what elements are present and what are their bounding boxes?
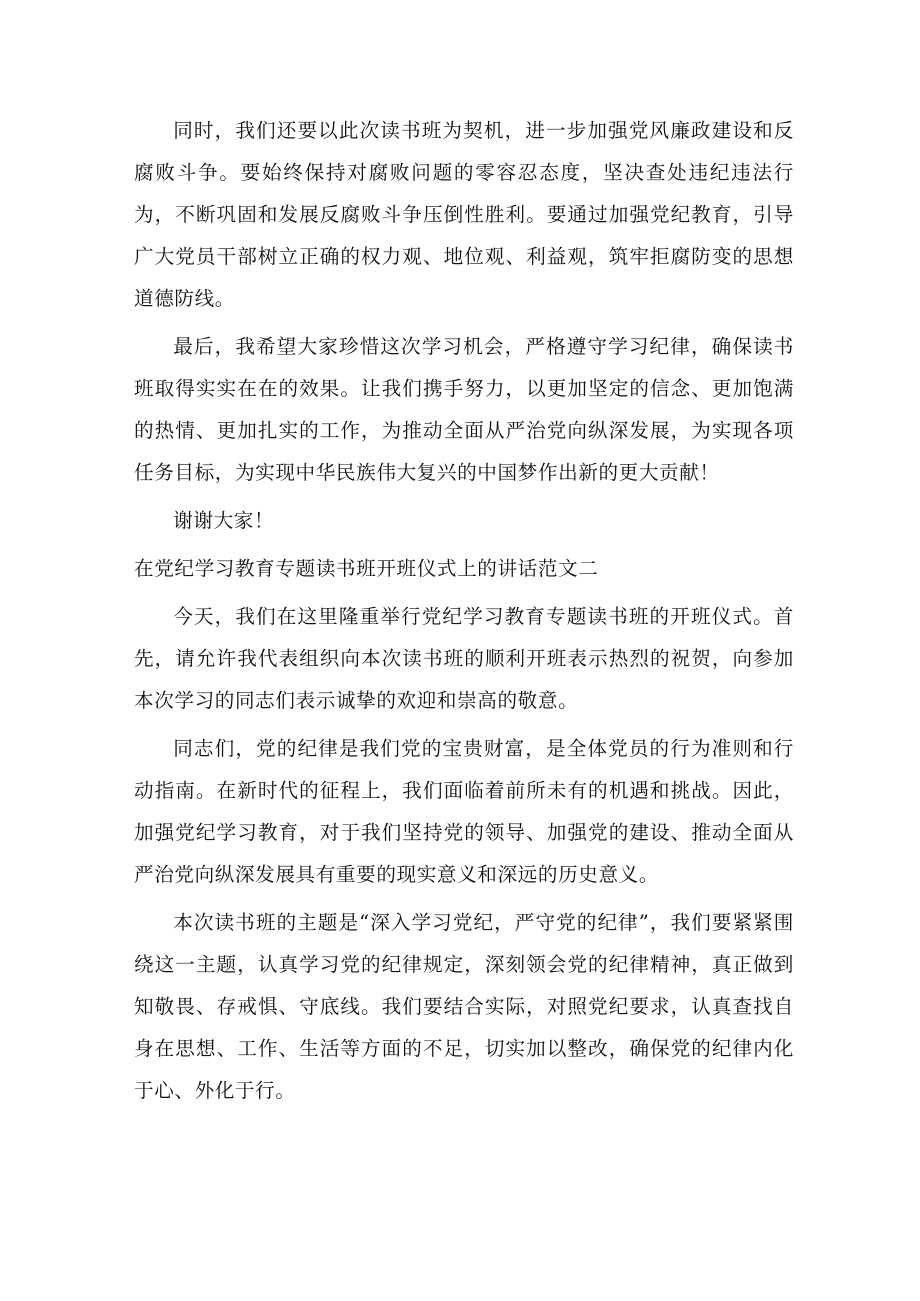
- paragraph-theme: 本次读书班的主题是“深入学习党纪，严守党的纪律”，我们要紧紧围绕这一主题，认真学习党的纪律规定，深刻领会党的纪律精神，真正做到知敬畏、存戒惧、守底线。我们要结合实际，对照党纪要求，认真查找自身在思想、工作、生活等方面的不足，切实加以整改，确保党的纪律内化于心、外化于行。: [134, 911, 794, 1102]
- section-title: 在党纪学习教育专题读书班开班仪式上的讲话范文二: [134, 557, 599, 580]
- document-body: [134, 110, 794, 1118]
- paragraph-thanks: 谢谢大家！: [173, 509, 275, 532]
- paragraph-discipline-importance: 同志们，党的纪律是我们党的宝贵财富，是全体党员的行为准则和行动指南。在新时代的征程上，我们面临着前所未有的机遇和挑战。因此，加强党纪学习教育，对于我们坚持党的领导、加强党的建设、推动全面从严治党向纵深发展具有重要的现实意义和深远的历史意义。: [134, 737, 794, 886]
- paragraph-closing-hope: 最后，我希望大家珍惜这次学习机会，严格遵守学习纪律，确保读书班取得实实在在的效果。让我们携手努力，以更加坚定的信念、更加饱满的热情、更加扎实的工作，为推动全面从严治党向纵深发展，为实现各项任务目标，为实现中华民族伟大复兴的中国梦作出新的更大贡献！: [134, 335, 794, 484]
- paragraph-anti-corruption: 同时，我们还要以此次读书班为契机，进一步加强党风廉政建设和反腐败斗争。要始终保持对腐败问题的零容忍态度，坚决查处违纪违法行为，不断巩固和发展反腐败斗争压倒性胜利。要通过加强党纪教育，引导广大党员干部树立正确的权力观、地位观、利益观，筑牢拒腐防变的思想道德防线。: [134, 119, 794, 310]
- paragraph-opening: 今天，我们在这里隆重举行党纪学习教育专题读书班的开班仪式。首先，请允许我代表组织向本次读书班的顺利开班表示热烈的祝贺，向参加本次学习的同志们表示诚挚的欢迎和崇高的敬意。: [134, 605, 794, 712]
